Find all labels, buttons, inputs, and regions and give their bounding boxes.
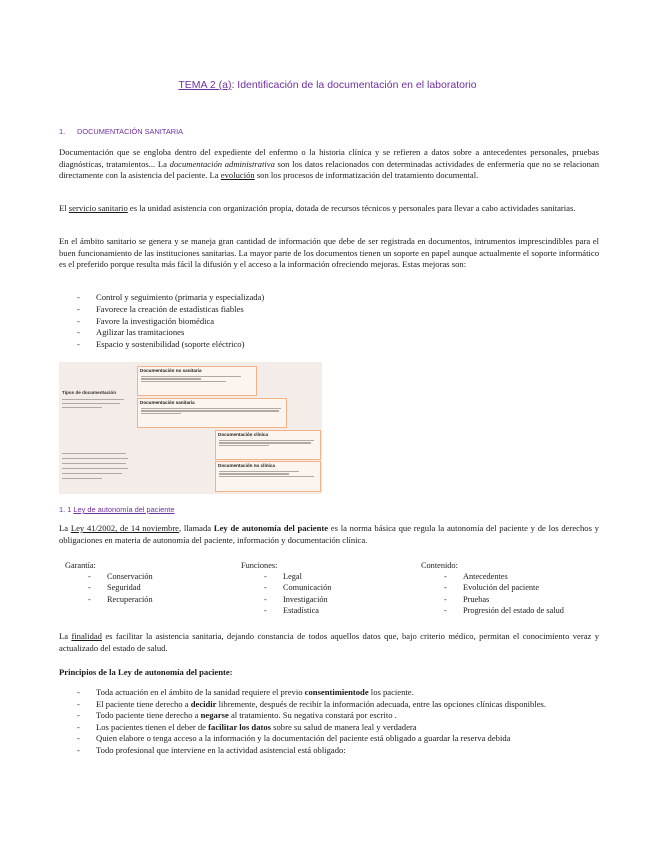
text-run-underlined: finalidad bbox=[71, 631, 102, 641]
section-title: Ley de autonomía del paciente bbox=[73, 505, 175, 514]
section-number: 1. 1 bbox=[59, 505, 74, 514]
list-item: - Legal bbox=[264, 571, 331, 582]
list-item bbox=[77, 733, 546, 745]
documentation-types-diagram bbox=[59, 362, 322, 494]
text-run: es la norma básica que regula la autonomía del paciente y de los derechos y obligaciones en materia de autonomía del paciente, información y documentación clínica. bbox=[59, 523, 599, 545]
list-item bbox=[77, 710, 546, 722]
column-funciones bbox=[241, 560, 331, 616]
text-run-underlined: evolución bbox=[220, 170, 255, 180]
column-list bbox=[241, 571, 331, 616]
section-title: DOCUMENTACIÓN SANITARIA bbox=[77, 127, 184, 136]
diagram-text-line bbox=[62, 407, 102, 408]
diagram-box-clinica bbox=[215, 430, 321, 460]
diagram-text-line bbox=[141, 413, 181, 414]
diagram-box-title: Documentación sanitaria bbox=[140, 400, 195, 405]
column-garantia bbox=[65, 560, 153, 605]
text-run: La bbox=[59, 523, 71, 533]
diagram-text-line bbox=[219, 445, 269, 446]
list-item: - Estadística bbox=[264, 605, 331, 616]
list-item bbox=[77, 687, 546, 699]
list-item: - Antecedentes bbox=[444, 571, 564, 582]
diagram-text-line bbox=[219, 473, 289, 474]
list-item bbox=[77, 699, 546, 711]
title-rest: : Identificación de la documentación en el laboratorio bbox=[231, 79, 477, 91]
diagram-text-line bbox=[219, 471, 299, 472]
list-item: - Evolución del paciente bbox=[444, 582, 564, 593]
list-item: - Agilizar las tramitaciones bbox=[77, 327, 264, 339]
diagram-text-line bbox=[62, 403, 120, 404]
paragraph-documentacion bbox=[59, 147, 599, 182]
text-run: El paciente tiene derecho a bbox=[96, 698, 191, 709]
diagram-text-line bbox=[62, 458, 128, 459]
diagram-text-line bbox=[219, 476, 314, 477]
text-run: Documentación que se engloba dentro del expediente del enfermo o la historia clínica y se refieren a datos sobre a antecedentes personales, pruebas diagnósticas, tratamientos... La bbox=[59, 147, 599, 169]
diagram-text-line bbox=[141, 378, 201, 379]
text-run: Todo paciente tiene derecho a bbox=[96, 710, 201, 721]
text-run: La bbox=[59, 631, 72, 641]
text-run: Quien elabore o tenga acceso a la información y la documentación del paciente está obligado a guardar la reserva debida bbox=[96, 733, 511, 744]
diagram-text-line bbox=[62, 473, 122, 474]
diagram-box-title: Documentación no sanitaria bbox=[140, 368, 202, 373]
diagram-text-line bbox=[141, 410, 279, 411]
list-item: - Control y seguimiento (primaria y especializada) bbox=[77, 292, 264, 304]
text-run: libremente, después de recibir la información adecuada, entre las opciones clínicas disponibles. bbox=[216, 698, 547, 709]
list-item bbox=[77, 722, 546, 734]
paragraph-servicio-sanitario bbox=[59, 203, 599, 215]
text-run: es la unidad asistencia con organización propia, dotada de recursos técnicos y personales para llevar a cabo actividades sanitarias. bbox=[127, 203, 576, 213]
page-title bbox=[0, 79, 655, 91]
text-run-italic: documentación administrativa bbox=[169, 158, 275, 169]
diagram-text-line bbox=[141, 381, 226, 382]
text-run: , llamada bbox=[179, 523, 214, 533]
list-item: - Conservación bbox=[88, 571, 153, 582]
list-item: - Pruebas bbox=[444, 594, 564, 605]
list-item: - Comunicación bbox=[264, 582, 331, 593]
diagram-text-line bbox=[62, 453, 126, 454]
text-run: El bbox=[59, 203, 69, 213]
text-run-bold: facilitar los datos bbox=[208, 721, 272, 732]
diagram-text-line bbox=[62, 478, 102, 479]
diagram-box-no-clinica bbox=[215, 461, 321, 492]
column-list bbox=[421, 571, 564, 616]
list-item: - Recuperación bbox=[88, 594, 153, 605]
list-item: - Seguridad bbox=[88, 582, 153, 593]
list-item: - Favore la investigación biomédica bbox=[77, 316, 264, 328]
text-run: al tratamiento. Su negativa constará por escrito . bbox=[228, 710, 397, 721]
principles-list bbox=[77, 687, 546, 757]
diagram-text-line bbox=[141, 376, 241, 377]
column-contenido bbox=[421, 560, 564, 616]
list-item: - Investigación bbox=[264, 594, 331, 605]
list-item: - Espacio y sostenibilidad (soporte eléctrico) bbox=[77, 339, 264, 351]
text-run: son los procesos de informatización del tratamiento documental. bbox=[254, 170, 479, 180]
diagram-text-line bbox=[62, 463, 126, 464]
diagram-box-title: Documentación clínica bbox=[218, 432, 269, 437]
text-run: son los datos relacionados con determinadas actividades de enfermería que no se relacionan directamente con la asistencia del paciente. La bbox=[59, 158, 599, 180]
list-item: - Progresión del estado de salud bbox=[444, 605, 564, 616]
section-number: 1. bbox=[59, 127, 66, 136]
text-run: sobre su salud de manera leal y verdadera bbox=[271, 721, 417, 732]
diagram-text-line bbox=[219, 442, 311, 443]
diagram-text-line bbox=[62, 399, 124, 400]
text-run-bold: negarse bbox=[200, 710, 229, 721]
column-title: Funciones: bbox=[241, 561, 278, 570]
text-run: Todo profesional que interviene en la actividad asistencial está obligado: bbox=[96, 744, 346, 755]
section-heading-1 bbox=[59, 127, 183, 136]
paragraph-finalidad bbox=[59, 631, 599, 654]
text-run: los paciente. bbox=[368, 687, 414, 697]
title-prefix: TEMA 2 (a) bbox=[178, 79, 232, 91]
paragraph-ambito-sanitario: En el ámbito sanitario se genera y se maneja gran cantidad de información que debe de ser registrada en documentos, intrumentos imprescindibles para el buen funcionamiento de las instituciones sanitarias. La mayor parte de los documentos tienen un soporte en papel aunque actualmente el soporte informático es el preferido porque resulta más fácil la difusión y el acceso a la información ofreciendo mejoras. Estas mejoras son: bbox=[59, 236, 599, 269]
diagram-text-line bbox=[141, 408, 281, 409]
text-run: es facilitar la asistencia sanitaria, dejando constancia de todos aquellos datos que, bajo criterio médico, permitan el conocimiento veraz y actualizado del estado de salud. bbox=[59, 631, 599, 653]
column-title: Garantía: bbox=[65, 561, 96, 570]
column-list bbox=[65, 571, 153, 605]
diagram-box-no-sanitaria bbox=[137, 366, 257, 396]
list-item bbox=[77, 745, 546, 757]
diagram-box-sanitaria bbox=[137, 398, 287, 428]
column-title: Contenido: bbox=[421, 561, 458, 570]
diagram-left-title: Tipos de documentación bbox=[62, 390, 117, 395]
text-run-bold: consentimientode bbox=[304, 687, 369, 697]
list-item: - Favorece la creación de estadísticas fiables bbox=[77, 304, 264, 316]
paragraph-ley-41-2002 bbox=[59, 523, 599, 546]
diagram-box-title: Documentación no clínica bbox=[218, 463, 275, 468]
text-run-underlined: Ley 41/2002, de 14 noviembre bbox=[70, 523, 179, 533]
text-run-bold: decidir bbox=[190, 698, 217, 709]
diagram-text-line bbox=[219, 440, 314, 441]
improvements-list bbox=[77, 292, 264, 351]
text-run-bold: Ley de autonomía del paciente bbox=[213, 523, 329, 533]
text-run-underlined: servicio sanitario bbox=[68, 203, 128, 213]
principles-heading: Principios de la Ley de autonomía del paciente: bbox=[59, 667, 233, 677]
diagram-text-line bbox=[62, 468, 128, 469]
text-run: Toda actuación en el ámbito de la sanidad requiere el previo bbox=[96, 687, 305, 697]
text-run: Los pacientes tienen el deber de bbox=[96, 721, 209, 732]
section-heading-1-1 bbox=[59, 505, 174, 514]
